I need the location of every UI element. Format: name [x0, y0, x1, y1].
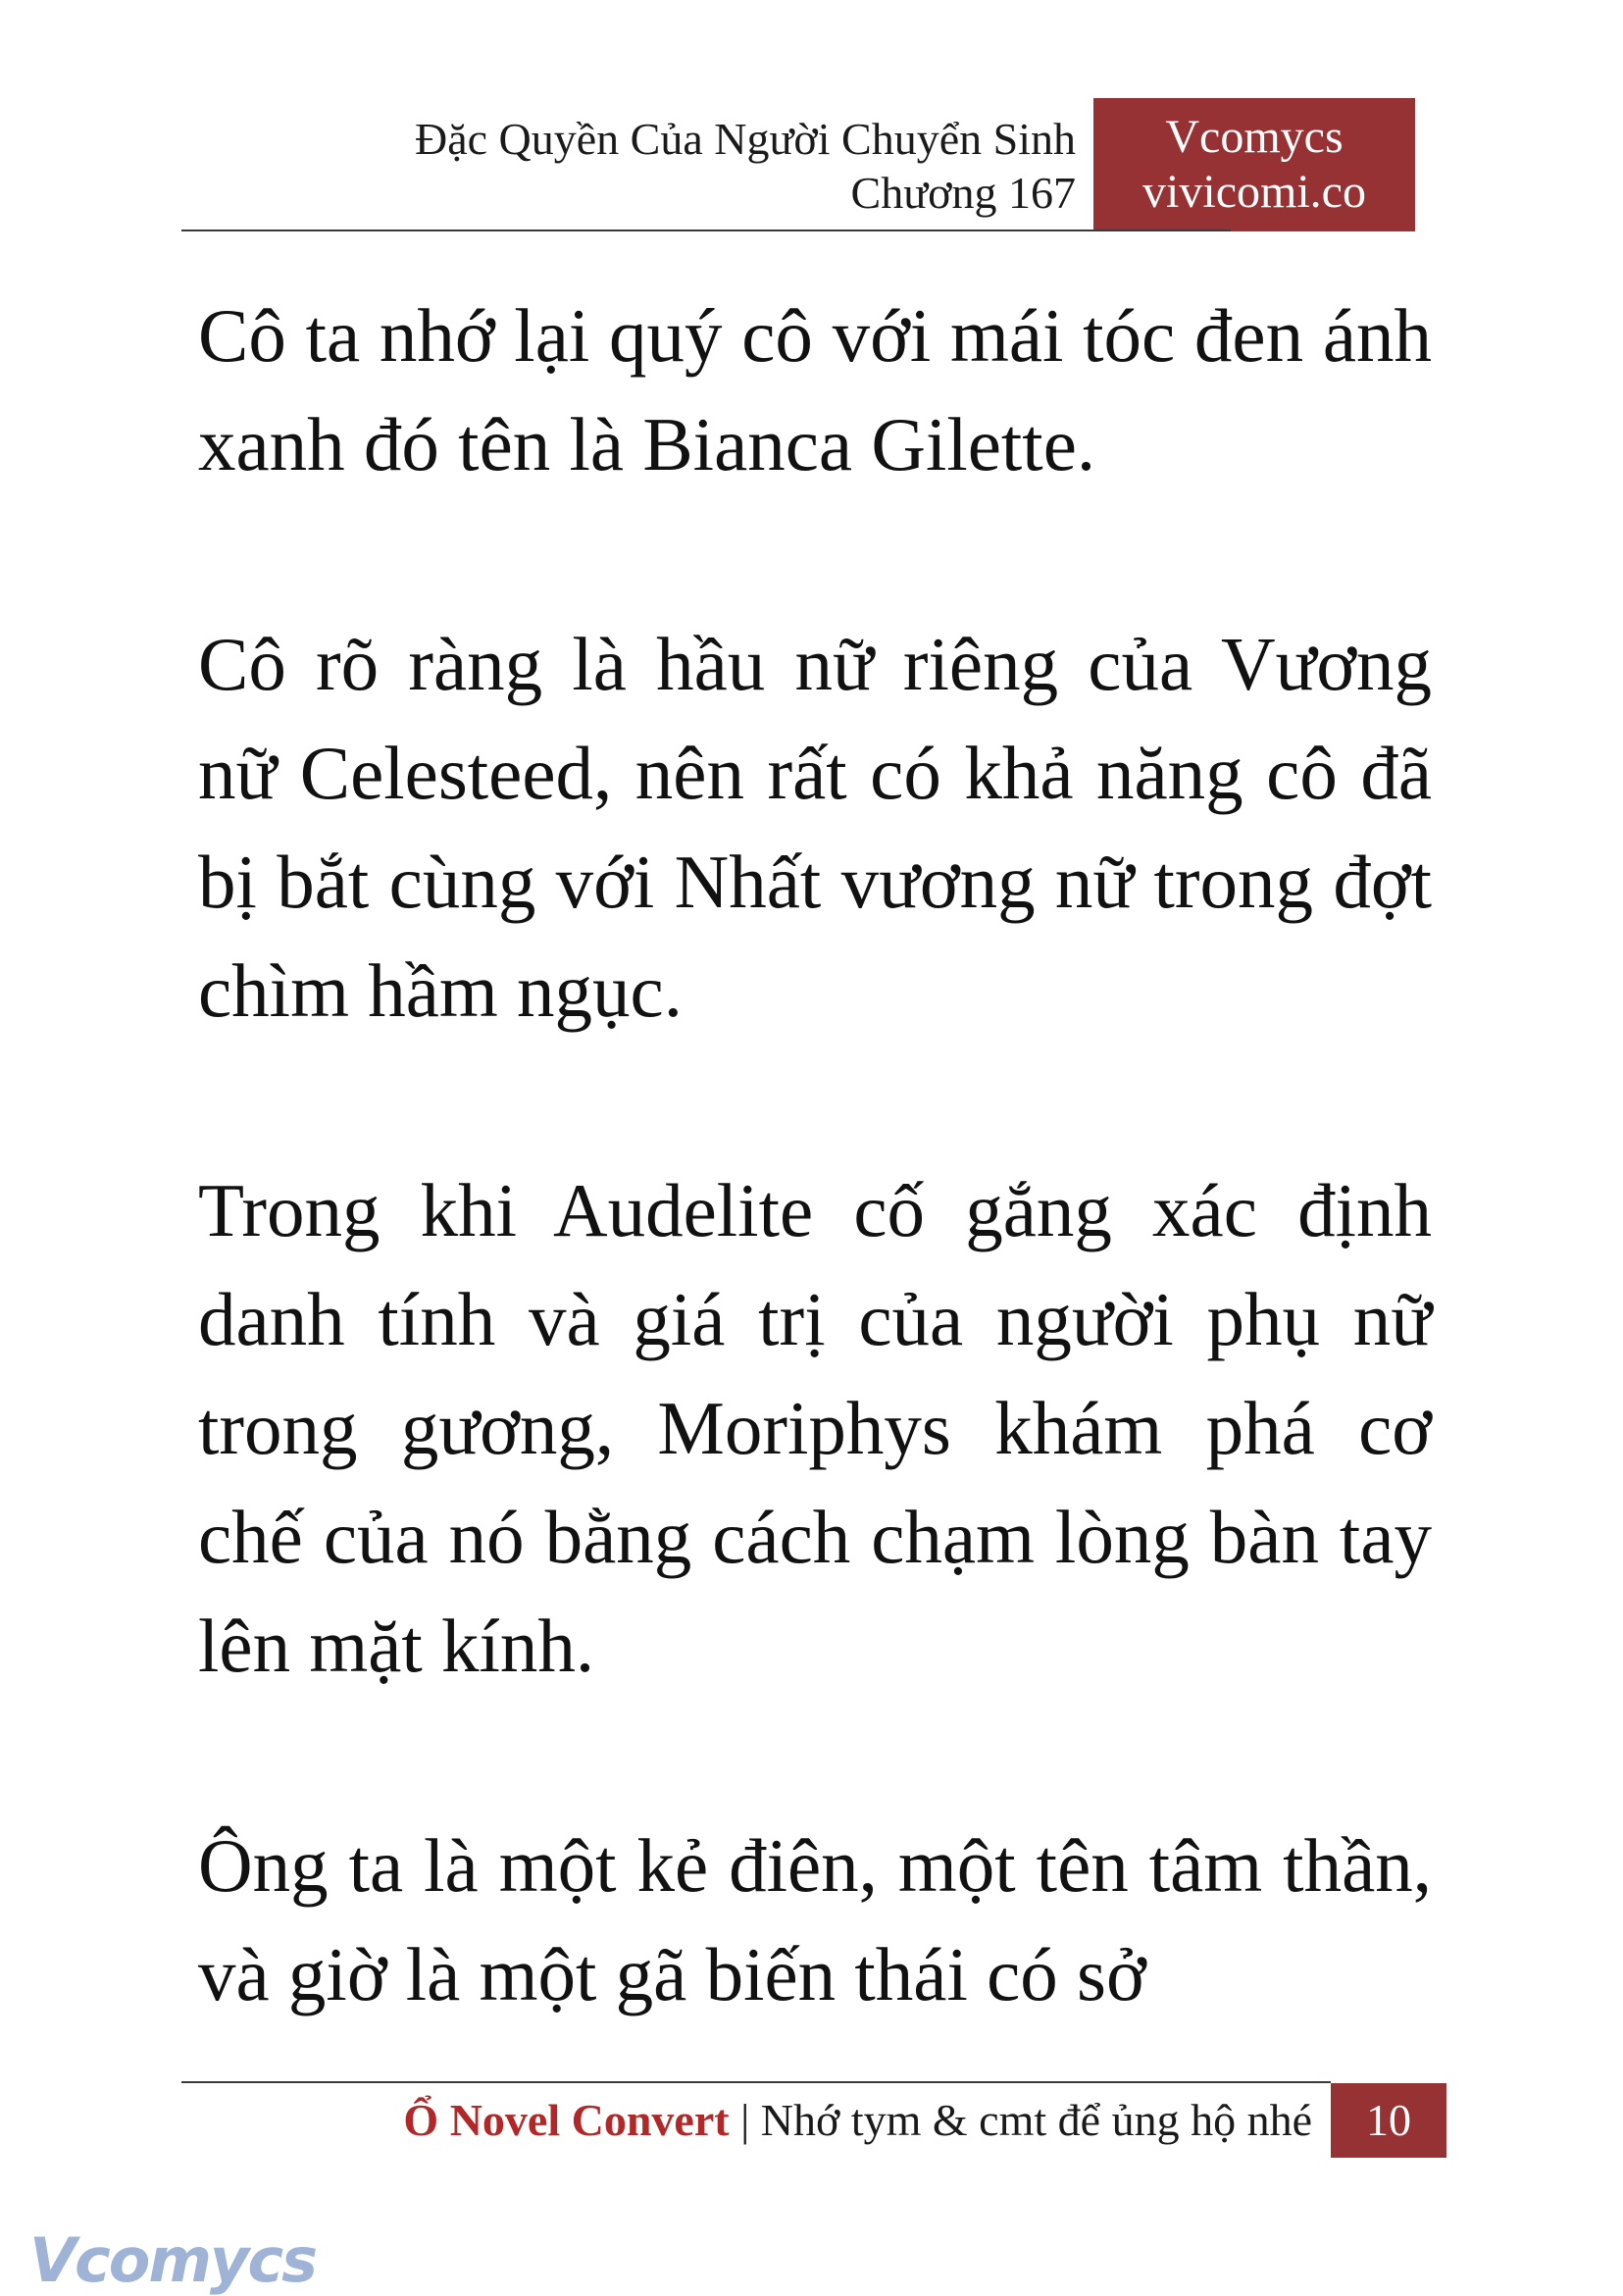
watermark-logo: Vcomycs [29, 2224, 317, 2296]
page-header [181, 98, 1415, 231]
site-badge [1093, 98, 1415, 231]
badge-site-name: Vcomycs [1165, 111, 1344, 163]
footer-brand: Ổ Novel Convert [403, 2095, 730, 2145]
footer-separator: | [729, 2095, 761, 2145]
paragraph: Cô rõ ràng là hầu nữ riêng của Vương nữ Celesteed, nên rất có khả năng cô đã bị bắt cùng với Nhất vương nữ trong đợt chìm hầm ngục. [198, 622, 1432, 1033]
chapter-label: Chương 167 [850, 168, 1076, 218]
book-title: Đặc Quyền Của Người Chuyển Sinh [414, 114, 1076, 164]
paragraph: Trong khi Audelite cố gắng xác định danh tính và giá trị của người phụ nữ trong gương, Moriphys khám phá cơ chế của nó bằng cách chạm lòng bàn tay lên mặt kính. [198, 1168, 1432, 1688]
footer-message: Nhớ tym & cmt để ủng hộ nhé [760, 2095, 1312, 2145]
header-titles [415, 112, 1076, 220]
page-number-badge: 10 [1331, 2083, 1446, 2158]
paragraph: Cô ta nhớ lại quý cô với mái tóc đen ánh xanh đó tên là Bianca Gilette. [198, 293, 1432, 486]
badge-site-url: vivicomi.co [1142, 166, 1366, 218]
paragraph: Ông ta là một kẻ điên, một tên tâm thần, và giờ là một gã biến thái có sở [198, 1823, 1432, 2016]
page-footer [0, 2083, 1312, 2158]
chapter-body [198, 281, 1432, 2140]
header-divider [181, 230, 1231, 231]
